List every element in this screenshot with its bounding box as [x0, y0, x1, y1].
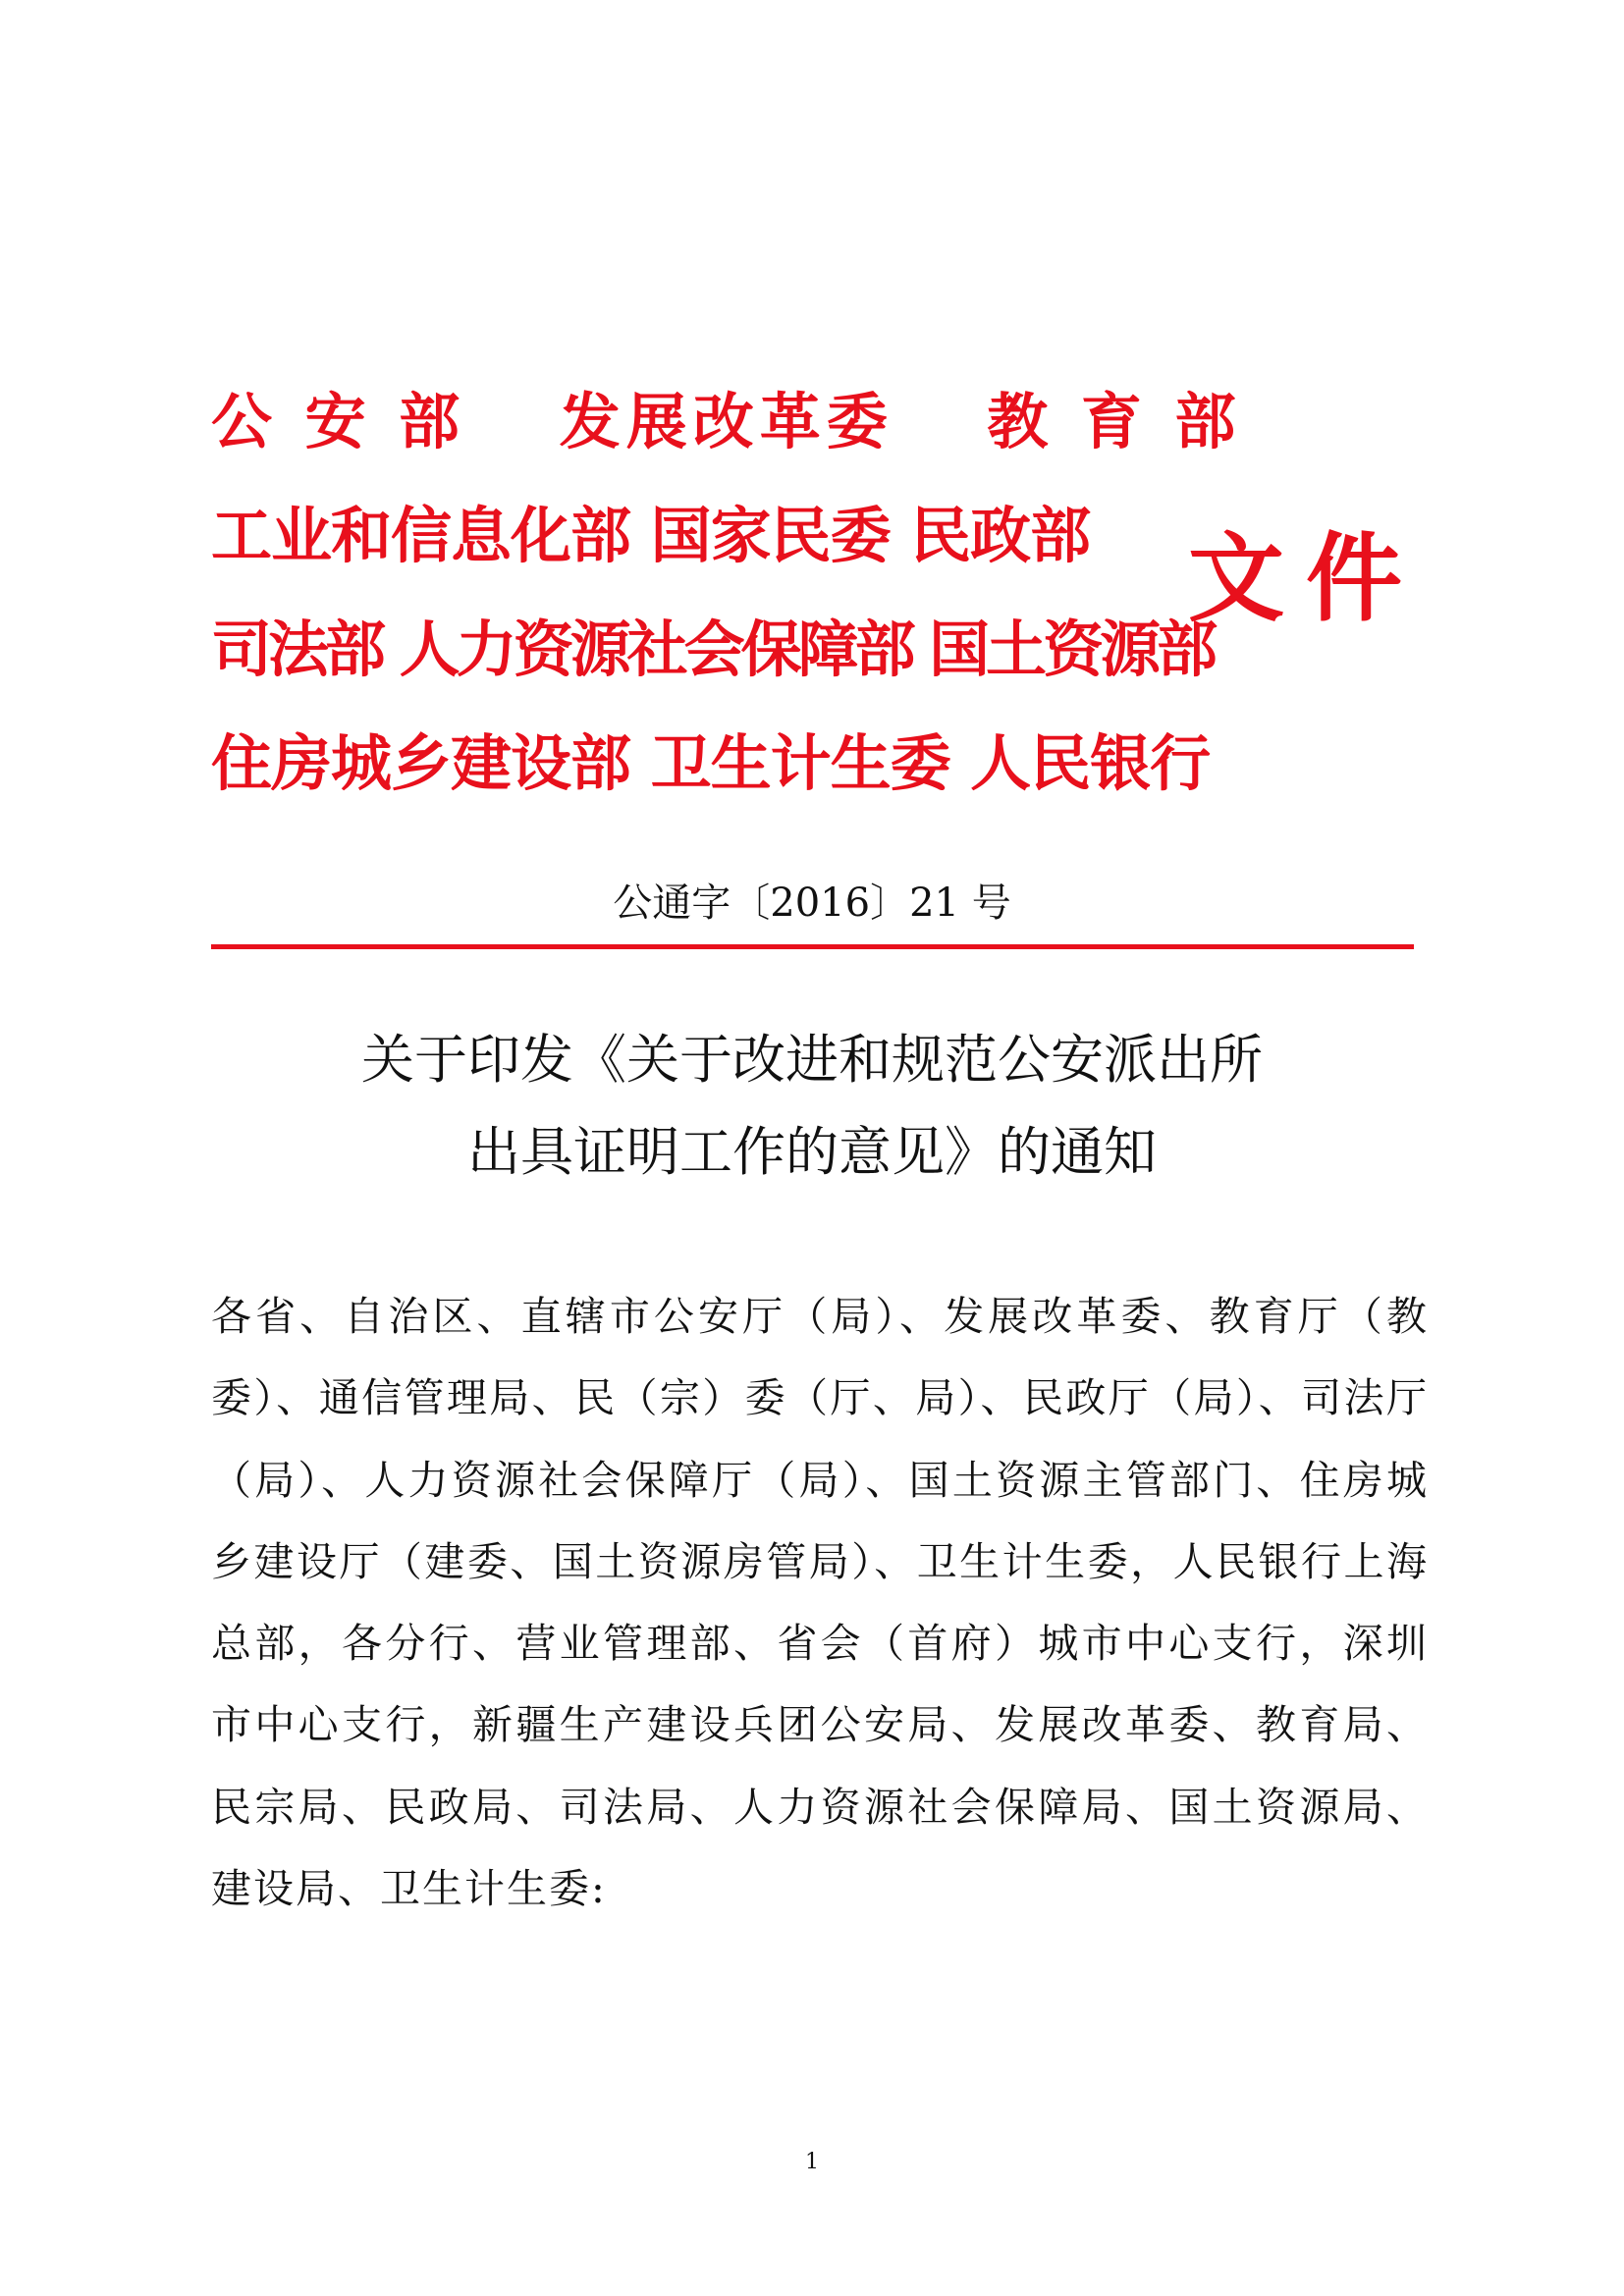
- document-number: 公通字〔2016〕21 号: [613, 881, 1011, 926]
- document-type-label: 文件: [1188, 522, 1425, 635]
- title-line-2: 出具证明工作的意见》的通知: [467, 1121, 1157, 1183]
- agency-line-4: 住房城乡建设部 卫生计生委 人民银行: [211, 727, 1211, 799]
- agency-line-1: 公 安 部 发展改革委 教 育 部: [211, 386, 1242, 457]
- addressees-paragraph: 各省、自治区、直辖市公安厅（局）、发展改革委、教育厅（教委）、通信管理局、民（宗）委（厅、局）、民政厅（局）、司法厅（局）、人力资源社会保障厅（局）、国土资源主管部门、住房城乡建设厅（建委、国土资源房管局）、卫生计生委，人民银行上海总部，各分行、营业管理部、省会（首府）城市中心支行，深圳市中心支行，新疆生产建设兵团公安局、发展改革委、教育局、民宗局、民政局、司法局、人力资源社会保障局、国土资源局、建设局、卫生计生委:: [211, 1293, 1429, 1913]
- red-divider-line: [211, 944, 1414, 949]
- title-line-1: 关于印发《关于改进和规范公安派出所: [361, 1029, 1263, 1091]
- agency-line-2: 工业和信息化部 国家民委 民政部: [211, 500, 1091, 571]
- page-number: 1: [805, 2150, 819, 2174]
- document-title: [0, 1021, 1624, 1192]
- agency-line-3: 司法部 人力资源社会保障部 国土资源部: [211, 614, 1215, 685]
